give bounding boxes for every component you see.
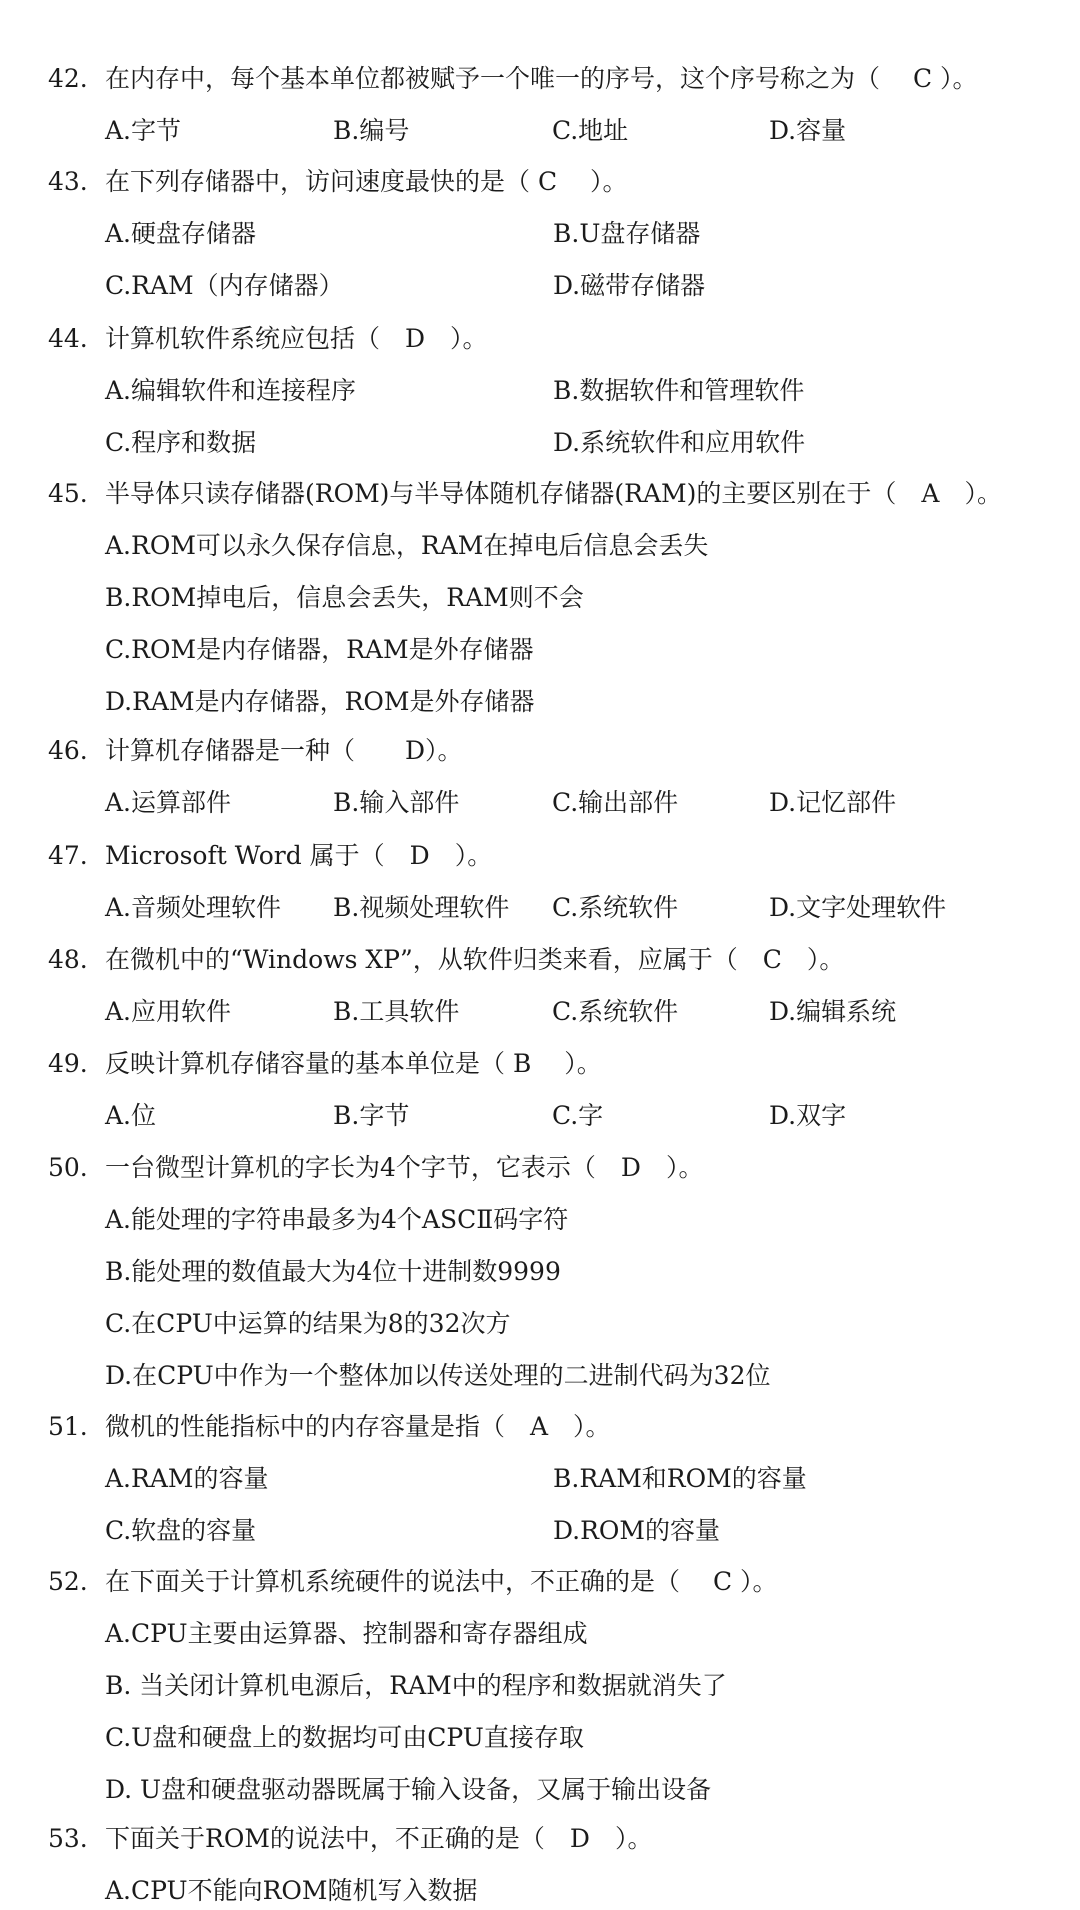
answer-option: C.系统软件 [552,997,679,1026]
question-number: 51. [48,1412,88,1441]
question-text: 在内存中，每个基本单位都被赋予一个唯一的序号，这个序号称之为（ C ）。 [105,64,978,93]
answer-option: A.应用软件 [105,997,232,1026]
answer-option: A.CPU不能向ROM随机写入数据 [105,1876,478,1905]
answer-option: A.RAM的容量 [105,1464,269,1493]
answer-option: B.视频处理软件 [333,893,510,922]
answer-option: D.记忆部件 [769,788,897,817]
answer-option: D.磁带存储器 [553,271,706,300]
question-number: 43. [48,167,88,196]
question-number: 42. [48,64,88,93]
question-number: 49. [48,1049,88,1078]
answer-option: B.编号 [333,116,410,145]
question-number: 45. [48,479,88,508]
answer-option: B. 当关闭计算机电源后，RAM中的程序和数据就消失了 [105,1671,727,1700]
question-text: 计算机软件系统应包括（ D ）。 [105,324,488,353]
answer-option: C.地址 [552,116,629,145]
answer-option: B.字节 [333,1101,410,1130]
answer-option: D.RAM是内存储器，ROM是外存储器 [105,687,535,716]
answer-option: B.U盘存储器 [553,219,701,248]
answer-option: C.输出部件 [552,788,679,817]
answer-option: A.能处理的字符串最多为4个ASCⅡ码字符 [105,1205,569,1234]
question-text: 半导体只读存储器(ROM)与半导体随机存储器(RAM)的主要区别在于（ A ）。 [105,479,1002,508]
answer-option: B.RAM和ROM的容量 [553,1464,807,1493]
answer-option: A.CPU主要由运算器、控制器和寄存器组成 [105,1619,588,1648]
answer-option: D.ROM的容量 [553,1516,721,1545]
answer-option: C.字 [552,1101,604,1130]
question-number: 50. [48,1153,88,1182]
answer-option: B.能处理的数值最大为4位十进制数9999 [105,1257,561,1286]
answer-option: D.容量 [769,116,847,145]
question-number: 48. [48,945,88,974]
question-number: 52. [48,1567,88,1596]
answer-option: B.输入部件 [333,788,460,817]
answer-option: D.双字 [769,1101,847,1130]
answer-option: D.文字处理软件 [769,893,947,922]
answer-option: D.在CPU中作为一个整体加以传送处理的二进制代码为32位 [105,1361,771,1390]
answer-option: B.工具软件 [333,997,460,1026]
question-number: 47. [48,841,88,870]
question-text: 一台微型计算机的字长为4个字节，它表示（ D ）。 [105,1153,704,1182]
answer-option: A.编辑软件和连接程序 [105,376,357,405]
question-number: 53. [48,1824,88,1853]
question-number: 46. [48,736,88,765]
answer-option: A.运算部件 [105,788,232,817]
question-text: 下面关于ROM的说法中，不正确的是（ D ）。 [105,1824,653,1853]
answer-option: A.ROM可以永久保存信息，RAM在掉电后信息会丢失 [105,531,709,560]
answer-option: C.软盘的容量 [105,1516,257,1545]
question-text: 在下列存储器中，访问速度最快的是（ C ）。 [105,167,628,196]
question-text: 反映计算机存储容量的基本单位是（ B ）。 [105,1049,602,1078]
question-number: 44. [48,324,88,353]
answer-option: D.编辑系统 [769,997,897,1026]
question-text: 计算机存储器是一种（ D）。 [105,736,463,765]
answer-option: B.数据软件和管理软件 [553,376,805,405]
answer-option: B.ROM掉电后，信息会丢失，RAM则不会 [105,583,584,612]
answer-option: C.在CPU中运算的结果为8的32次方 [105,1309,511,1338]
answer-option: D. U盘和硬盘驱动器既属于输入设备，又属于输出设备 [105,1775,712,1804]
answer-option: C.程序和数据 [105,428,257,457]
answer-option: A.音频处理软件 [105,893,282,922]
answer-option: C.系统软件 [552,893,679,922]
answer-option: A.硬盘存储器 [105,219,257,248]
answer-option: C.RAM（内存储器） [105,271,344,300]
answer-option: A.字节 [105,116,182,145]
answer-option: D.系统软件和应用软件 [553,428,806,457]
answer-option: A.位 [105,1101,157,1130]
question-text: 微机的性能指标中的内存容量是指（ A ）。 [105,1412,611,1441]
question-text: 在微机中的“Windows XP”，从软件归类来看，应属于（ C ）。 [105,945,845,974]
question-text: Microsoft Word 属于（ D ）。 [105,841,493,870]
answer-option: C.ROM是内存储器，RAM是外存储器 [105,635,534,664]
answer-option: C.U盘和硬盘上的数据均可由CPU直接存取 [105,1723,584,1752]
question-text: 在下面关于计算机系统硬件的说法中，不正确的是（ C ）。 [105,1567,778,1596]
